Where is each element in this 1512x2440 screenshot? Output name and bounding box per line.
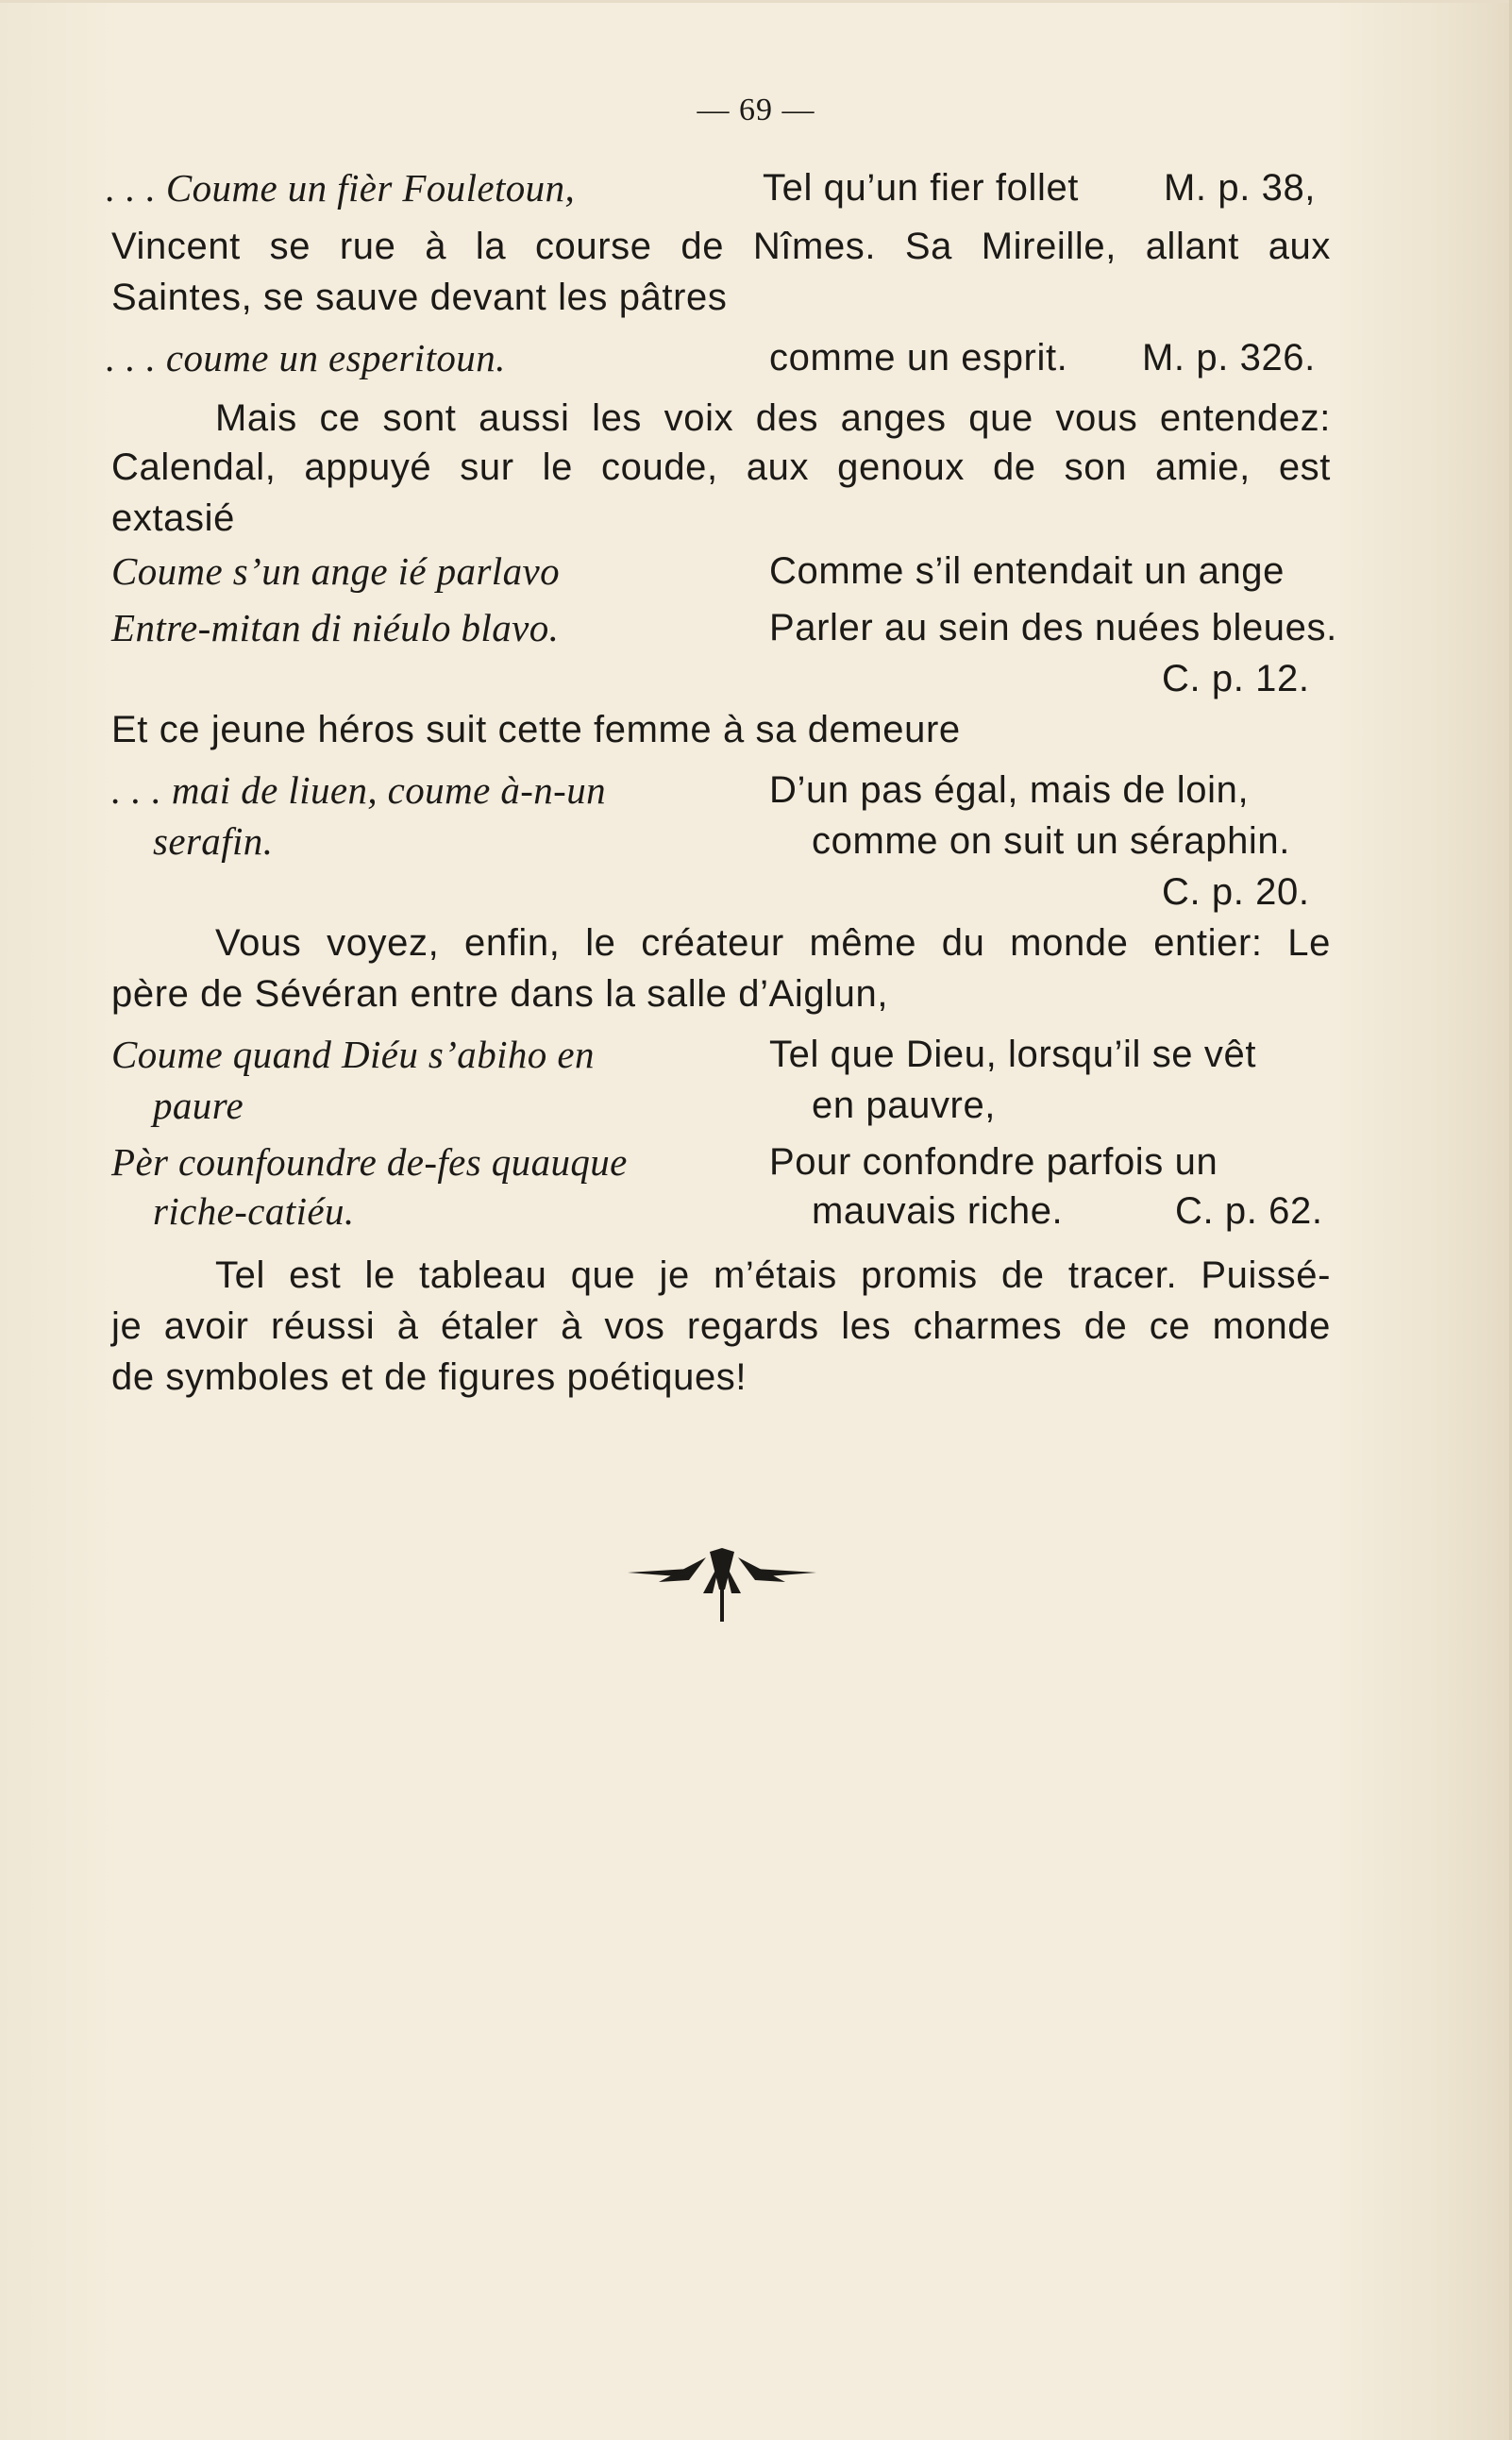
prose-line: je avoir réussi à étaler à vos regards les charmes de ce monde <box>111 1305 1331 1347</box>
prose-line: Mais ce sont aussi les voix des anges que vous entendez: <box>215 397 1331 439</box>
citation-reference: C. p. 20. <box>1162 871 1310 913</box>
french-translation: Pour confondre parfois un <box>769 1141 1218 1183</box>
citation-reference: C. p. 62. <box>1175 1190 1323 1232</box>
provencal-verse: . . . coume un esperitoun. <box>106 336 506 379</box>
french-translation: Parler au sein des nuées bleues. <box>769 607 1337 648</box>
french-translation: D’un pas égal, mais de loin, <box>769 769 1250 811</box>
provencal-verse: Coume s’un ange ié parlavo <box>111 549 560 593</box>
page-top-edge <box>0 0 1512 3</box>
citation-reference: M. p. 38, <box>1164 167 1317 209</box>
provencal-verse: paure <box>153 1084 244 1127</box>
provencal-verse: . . . Coume un fièr Fouletoun, <box>106 166 576 210</box>
provencal-verse: Coume quand Diéu s’abiho en <box>111 1033 595 1076</box>
prose-line: Vous voyez, enfin, le créateur même du monde entier: Le <box>215 922 1331 964</box>
provencal-verse: . . . mai de liuen, coume à-n-un <box>111 768 607 812</box>
provencal-verse: Pèr counfoundre de-fes quauque <box>111 1140 628 1184</box>
french-translation: Tel que Dieu, lorsqu’il se vêt <box>769 1034 1257 1075</box>
french-translation: Tel qu’un fier follet <box>763 167 1080 209</box>
prose-line: Vincent se rue à la course de Nîmes. Sa Mireille, allant aux <box>111 226 1331 267</box>
prose-line: extasié <box>111 497 235 539</box>
french-translation: Comme s’il entendait un ange <box>769 550 1285 592</box>
prose-line: Et ce jeune héros suit cette femme à sa demeure <box>111 709 961 750</box>
prose-line: Saintes, se sauve devant les pâtres <box>111 277 728 318</box>
prose-line: de symboles et de figures poétiques! <box>111 1356 748 1398</box>
french-translation: comme un esprit. <box>769 337 1068 379</box>
prose-line: père de Sévéran entre dans la salle d’Aiglun, <box>111 973 889 1015</box>
citation-reference: C. p. 12. <box>1162 658 1310 699</box>
french-translation: mauvais riche. <box>812 1190 1064 1232</box>
citation-reference: M. p. 326. <box>1142 337 1316 379</box>
provencal-verse: serafin. <box>153 819 274 863</box>
provencal-verse: riche-catiéu. <box>153 1189 355 1233</box>
prose-line: Tel est le tableau que je m’étais promis de tracer. Puissé- <box>215 1254 1331 1296</box>
french-translation: comme on suit un séraphin. <box>812 820 1290 862</box>
fleuron-ornament-icon <box>623 1548 821 1624</box>
page-number: — 69 — <box>697 93 815 127</box>
provencal-verse: Entre-mitan di niéulo blavo. <box>111 606 560 649</box>
french-translation: en pauvre, <box>812 1085 997 1126</box>
prose-line: Calendal, appuyé sur le coude, aux genoux de son amie, est <box>111 446 1331 488</box>
